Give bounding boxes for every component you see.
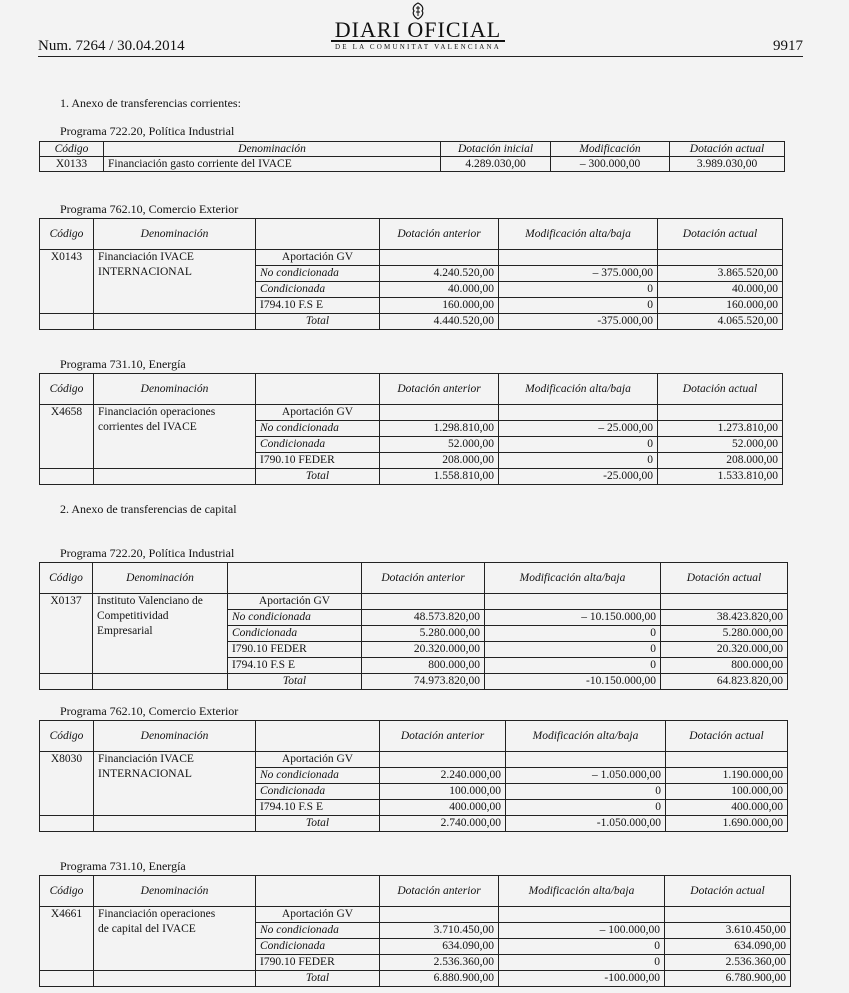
col-codigo: Código <box>40 563 93 594</box>
col-dotacion-anterior: Dotación anterior <box>362 563 485 594</box>
cell-name <box>94 907 256 971</box>
label-no-condicionada: No condicionada <box>256 266 380 282</box>
section-2-title: 2. Anexo de transferencias de capital <box>60 502 237 516</box>
cell-mod: -375.000,00 <box>499 314 658 330</box>
cell-ant: 800.000,00 <box>362 658 485 674</box>
label-condicionada: Condicionada <box>228 626 362 642</box>
cell-ant: 634.090,00 <box>380 939 499 955</box>
col-dotacion-actual: Dotación actual <box>658 374 783 405</box>
cell-mod: 0 <box>485 658 661 674</box>
cell-act: 100.000,00 <box>666 784 788 800</box>
cell-mod: -1.050.000,00 <box>506 816 666 832</box>
col-codigo: Código <box>40 374 94 405</box>
cell-ant: 52.000,00 <box>380 437 499 453</box>
name-line: INTERNACIONAL <box>98 266 192 278</box>
diari-oficial-logo <box>323 2 513 58</box>
cell-mod: 0 <box>506 784 666 800</box>
col-dotacion-inicial: Dotación inicial <box>441 142 551 157</box>
label-total: Total <box>256 816 380 832</box>
col-dotacion-anterior: Dotación anterior <box>380 219 499 250</box>
cell-mod: -25.000,00 <box>499 469 658 485</box>
col-codigo: Código <box>40 219 94 250</box>
cell-mod: -10.150.000,00 <box>485 674 661 690</box>
issue-number: Num. 7264 / 30.04.2014 <box>38 38 185 54</box>
label-no-condicionada: No condicionada <box>228 610 362 626</box>
cell-act: 4.065.520,00 <box>658 314 783 330</box>
table-row <box>40 157 785 172</box>
cell-act: 1.533.810,00 <box>658 469 783 485</box>
cell-act: 208.000,00 <box>658 453 783 469</box>
col-denominacion: Denominación <box>93 563 228 594</box>
cell-mod: – 1.050.000,00 <box>506 768 666 784</box>
cell-mod: – 375.000,00 <box>499 266 658 282</box>
cell-act: 5.280.000,00 <box>661 626 788 642</box>
table-3 <box>39 373 783 485</box>
cell-mod: 0 <box>499 939 665 955</box>
cell-act: 52.000,00 <box>658 437 783 453</box>
cell-ant: 1.298.810,00 <box>380 421 499 437</box>
cell-name <box>94 250 256 314</box>
cell-mod: – 300.000,00 <box>551 157 670 172</box>
table-4 <box>39 562 788 690</box>
col-sub <box>228 563 362 594</box>
name-line: INTERNACIONAL <box>98 768 192 780</box>
table-5 <box>39 720 788 832</box>
logo-title: DIARI OFICIAL <box>331 20 505 42</box>
label-condicionada: Condicionada <box>256 939 380 955</box>
col-modificacion: Modificación alta/baja <box>499 219 658 250</box>
total-row <box>40 971 791 987</box>
cell-ant: 2.536.360,00 <box>380 955 499 971</box>
section-1-title: 1. Anexo de transferencias corrientes: <box>60 96 241 110</box>
col-modificacion: Modificación alta/baja <box>506 721 666 752</box>
total-row <box>40 469 783 485</box>
program-title-1: Programa 722.20, Política Industrial <box>60 124 235 138</box>
cell-mod: 0 <box>499 437 658 453</box>
cell-ant: 2.240.000,00 <box>380 768 506 784</box>
cell-mod: -100.000,00 <box>499 971 665 987</box>
program-title-2: Programa 762.10, Comercio Exterior <box>60 202 239 216</box>
name-line: Financiación IVACE <box>98 753 194 765</box>
col-modificacion: Modificación <box>551 142 670 157</box>
cell-mod: 0 <box>499 298 658 314</box>
program-title-6: Programa 731.10, Energía <box>60 859 186 873</box>
logo-subtitle: DE LA COMUNITAT VALENCIANA <box>334 43 502 51</box>
label-aportacion: Aportación GV <box>256 405 380 421</box>
label-condicionada: Condicionada <box>256 282 380 298</box>
label-feder: I790.10 FEDER <box>256 453 380 469</box>
cell-name: Financiación gasto corriente del IVACE <box>104 157 441 172</box>
cell-mod: 0 <box>485 626 661 642</box>
col-dotacion-actual: Dotación actual <box>670 142 785 157</box>
cell-act: 3.865.520,00 <box>658 266 783 282</box>
name-line: Financiación operaciones <box>98 406 216 418</box>
col-dotacion-anterior: Dotación anterior <box>380 374 499 405</box>
col-codigo: Código <box>40 876 94 907</box>
col-denominacion: Denominación <box>94 721 256 752</box>
col-dotacion-anterior: Dotación anterior <box>380 721 506 752</box>
cell-ant: 20.320.000,00 <box>362 642 485 658</box>
label-no-condicionada: No condicionada <box>256 421 380 437</box>
col-denominacion: Denominación <box>94 876 256 907</box>
col-dotacion-actual: Dotación actual <box>665 876 791 907</box>
cell-ant: 400.000,00 <box>380 800 506 816</box>
name-line: Financiación IVACE <box>98 251 194 263</box>
name-line: Empresarial <box>97 625 153 637</box>
cell-mod: 0 <box>499 282 658 298</box>
label-condicionada: Condicionada <box>256 784 380 800</box>
program-title-4: Programa 722.20, Política Industrial <box>60 546 235 560</box>
cell-act: 6.780.900,00 <box>665 971 791 987</box>
cell-act: 64.823.820,00 <box>661 674 788 690</box>
label-aportacion: Aportación GV <box>256 250 380 266</box>
cell-code: X0137 <box>40 594 93 674</box>
cell-mod: 0 <box>506 800 666 816</box>
label-condicionada: Condicionada <box>256 437 380 453</box>
cell-ant: 5.280.000,00 <box>362 626 485 642</box>
label-aportacion: Aportación GV <box>256 907 380 923</box>
col-denominacion: Denominación <box>94 219 256 250</box>
label-aportacion: Aportación GV <box>256 752 380 768</box>
cell-act: 800.000,00 <box>661 658 788 674</box>
cell-act: 1.190.000,00 <box>666 768 788 784</box>
col-sub <box>256 721 380 752</box>
table-6 <box>39 875 791 987</box>
name-line: Financiación operaciones <box>98 908 216 920</box>
col-sub <box>256 876 380 907</box>
label-no-condicionada: No condicionada <box>256 923 380 939</box>
cell-ant: 74.973.820,00 <box>362 674 485 690</box>
cell-mod: 0 <box>485 642 661 658</box>
table-2 <box>39 218 783 330</box>
col-denominacion: Denominación <box>94 374 256 405</box>
label-feder: I790.10 FEDER <box>228 642 362 658</box>
cell-code: X8030 <box>40 752 94 816</box>
cell-act: 3.610.450,00 <box>665 923 791 939</box>
cell-actual: 3.989.030,00 <box>670 157 785 172</box>
cell-code: X0143 <box>40 250 94 314</box>
program-title-5: Programa 762.10, Comercio Exterior <box>60 704 239 718</box>
cell-ant: 100.000,00 <box>380 784 506 800</box>
cell-act: 20.320.000,00 <box>661 642 788 658</box>
col-dotacion-anterior: Dotación anterior <box>380 876 499 907</box>
label-feder: I790.10 FEDER <box>256 955 380 971</box>
label-fse: I794.10 F.S E <box>256 298 380 314</box>
label-no-condicionada: No condicionada <box>256 768 380 784</box>
cell-code: X4658 <box>40 405 94 469</box>
col-sub <box>256 219 380 250</box>
label-total: Total <box>256 971 380 987</box>
cell-mod: – 100.000,00 <box>499 923 665 939</box>
col-modificacion: Modificación alta/baja <box>485 563 661 594</box>
label-fse: I794.10 F.S E <box>256 800 380 816</box>
col-dotacion-actual: Dotación actual <box>666 721 788 752</box>
col-codigo: Código <box>40 721 94 752</box>
cell-ant: 1.558.810,00 <box>380 469 499 485</box>
col-sub <box>256 374 380 405</box>
cell-ant: 3.710.450,00 <box>380 923 499 939</box>
name-line: Instituto Valenciano de <box>97 595 203 607</box>
header-divider <box>38 56 803 57</box>
col-codigo: Código <box>40 142 104 157</box>
col-dotacion-actual: Dotación actual <box>661 563 788 594</box>
label-aportacion: Aportación GV <box>228 594 362 610</box>
page-number: 9917 <box>773 38 803 54</box>
col-modificacion: Modificación alta/baja <box>499 876 665 907</box>
cell-ant: 160.000,00 <box>380 298 499 314</box>
col-dotacion-actual: Dotación actual <box>658 219 783 250</box>
cell-act: 1.273.810,00 <box>658 421 783 437</box>
label-fse: I794.10 F.S E <box>228 658 362 674</box>
label-total: Total <box>256 314 380 330</box>
cell-name <box>94 752 256 816</box>
cell-mod: – 10.150.000,00 <box>485 610 661 626</box>
cell-mod: – 25.000,00 <box>499 421 658 437</box>
cell-act: 2.536.360,00 <box>665 955 791 971</box>
total-row <box>40 816 788 832</box>
total-row <box>40 674 788 690</box>
cell-act: 634.090,00 <box>665 939 791 955</box>
name-line: corrientes del IVACE <box>98 421 197 433</box>
cell-code: X0133 <box>40 157 104 172</box>
cell-mod: 0 <box>499 955 665 971</box>
col-modificacion: Modificación alta/baja <box>499 374 658 405</box>
label-total: Total <box>228 674 362 690</box>
program-title-3: Programa 731.10, Energía <box>60 357 186 371</box>
cell-act: 400.000,00 <box>666 800 788 816</box>
cell-act: 38.423.820,00 <box>661 610 788 626</box>
cell-ant: 40.000,00 <box>380 282 499 298</box>
cell-ant: 208.000,00 <box>380 453 499 469</box>
cell-ant: 4.440.520,00 <box>380 314 499 330</box>
cell-act: 40.000,00 <box>658 282 783 298</box>
name-line: Competitividad <box>97 610 169 622</box>
cell-act: 160.000,00 <box>658 298 783 314</box>
cell-name <box>93 594 228 674</box>
name-line: de capital del IVACE <box>98 923 196 935</box>
col-denominacion: Denominación <box>104 142 441 157</box>
cell-code: X4661 <box>40 907 94 971</box>
label-total: Total <box>256 469 380 485</box>
cell-name <box>94 405 256 469</box>
cell-inicial: 4.289.030,00 <box>441 157 551 172</box>
cell-ant: 4.240.520,00 <box>380 266 499 282</box>
cell-mod: 0 <box>499 453 658 469</box>
cell-ant: 48.573.820,00 <box>362 610 485 626</box>
cell-ant: 6.880.900,00 <box>380 971 499 987</box>
cell-act: 1.690.000,00 <box>666 816 788 832</box>
table-1 <box>39 141 785 172</box>
total-row <box>40 314 783 330</box>
cell-ant: 2.740.000,00 <box>380 816 506 832</box>
